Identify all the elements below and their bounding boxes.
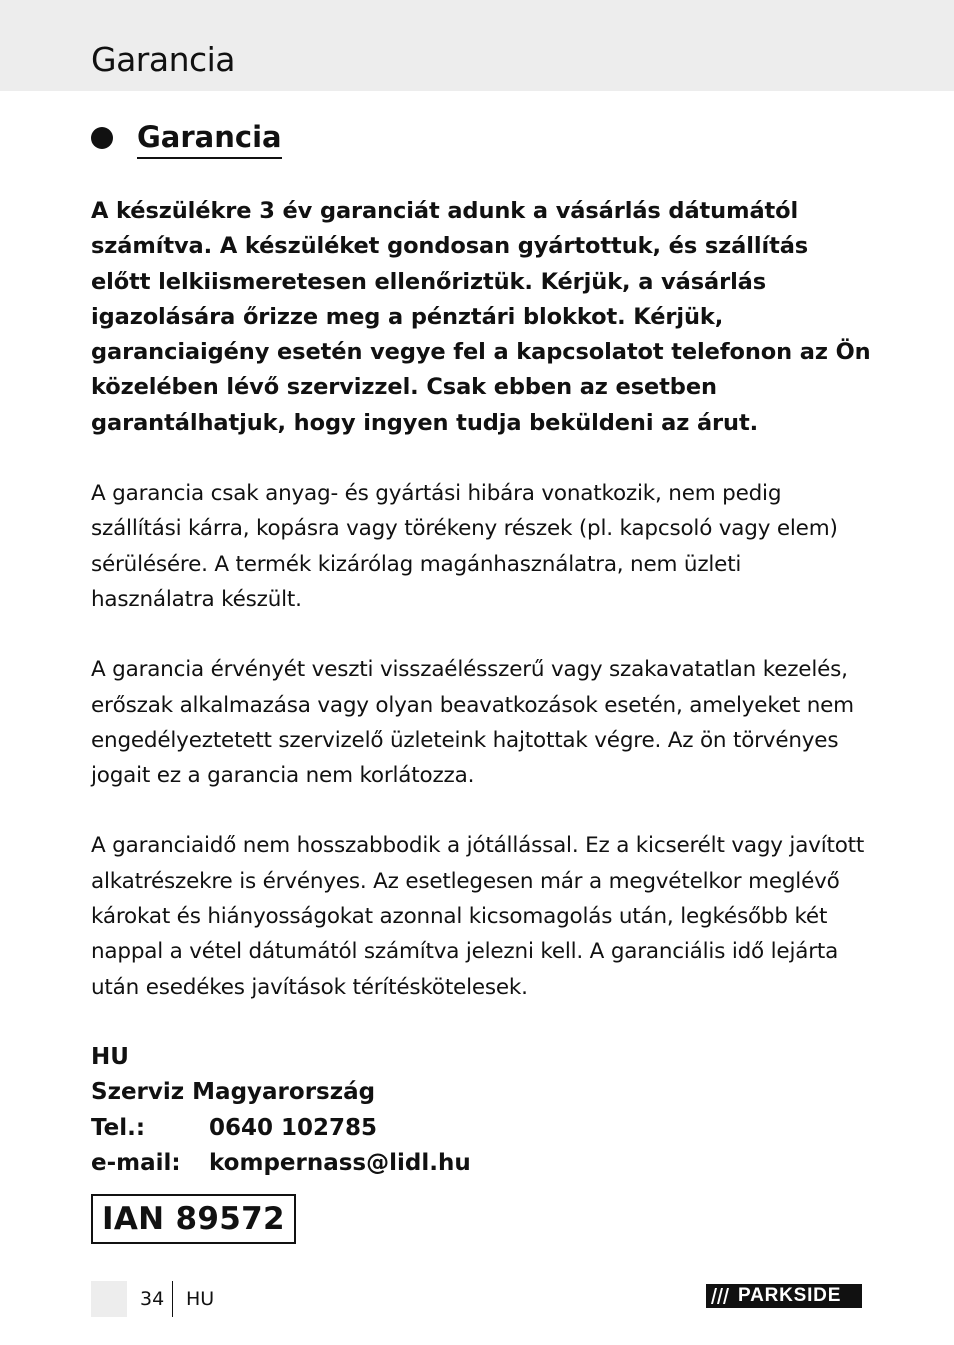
body-paragraph: A garanciaidő nem hosszabbodik a jótállással. Ez a kicserélt vagy javított alkatrészekre is érvényes. Az esetlegesen már a megvételkor meglévő károkat és hiányosságokat azonnal kicsomagolás után, legkésőbb két nappal a vétel dátumától számítva jelezni kell. A garanciális idő lejárta után esedékes javítások térítéskötelesek.: [91, 833, 865, 1000]
phone-number: 0640 102785: [209, 1114, 378, 1141]
contact-phone-row: [91, 1111, 871, 1146]
email-label: e-mail:: [91, 1149, 181, 1176]
contact-country: HU: [91, 1043, 129, 1070]
parkside-logo: [706, 1284, 862, 1308]
body-paragraph: A garancia érvényét veszti visszaélésszerű vagy szakavatatlan kezelés, erőszak alkalmazása vagy olyan beavatkozások esetén, amelyeket nem engedélyeztetett szervizelő üzleteink hajtottak végre. Az ön törvényes jogait ez a garancia nem korlátozza.: [91, 657, 854, 789]
language-code: HU: [186, 1288, 215, 1310]
intro-paragraph: A készülékre 3 év garanciát adunk a vásárlás dátumától számítva. A készüléket gondosan gyártottuk, és szállítás előtt lelkiismeretesen ellenőriztük. Kérjük, a vásárlás igazolására őrizze meg a pénztári blokkot. Kérjük, garanciaigény esetén vegye fel a kapcsolatot telefonon az Ön közelében lévő szervizzel. Csak ebben az esetben garantálhatjuk, hogy ingyen tudja beküldeni az árut.: [91, 198, 871, 436]
phone-label: Tel.:: [91, 1114, 146, 1141]
section-heading-text: Garancia: [137, 117, 282, 159]
footer-marker: [91, 1281, 127, 1317]
body-paragraph: A garancia csak anyag- és gyártási hibára vonatkozik, nem pedig szállítási kárra, kopásra vagy törékeny részek (pl. kapcsoló vagy elem) sérülésére. A termék kizárólag magánhasználatra, nem üzleti használatra készült.: [91, 481, 838, 612]
ian-number-box: IAN 89572: [91, 1194, 296, 1244]
email-address: kompernass@lidl.hu: [209, 1149, 471, 1176]
logo-stripes-icon: [706, 1284, 736, 1308]
section-heading: [91, 118, 282, 158]
contact-email-row: [91, 1146, 871, 1181]
contact-service-name: Szerviz Magyarország: [91, 1079, 376, 1106]
page-number: 34: [140, 1288, 165, 1310]
service-contact: [91, 1040, 871, 1181]
warranty-content: [91, 194, 871, 1181]
header-title: Garancia: [91, 40, 236, 79]
brand-name: PARKSIDE: [738, 1285, 842, 1306]
footer-divider: [172, 1281, 173, 1317]
bullet-icon: [91, 127, 113, 149]
